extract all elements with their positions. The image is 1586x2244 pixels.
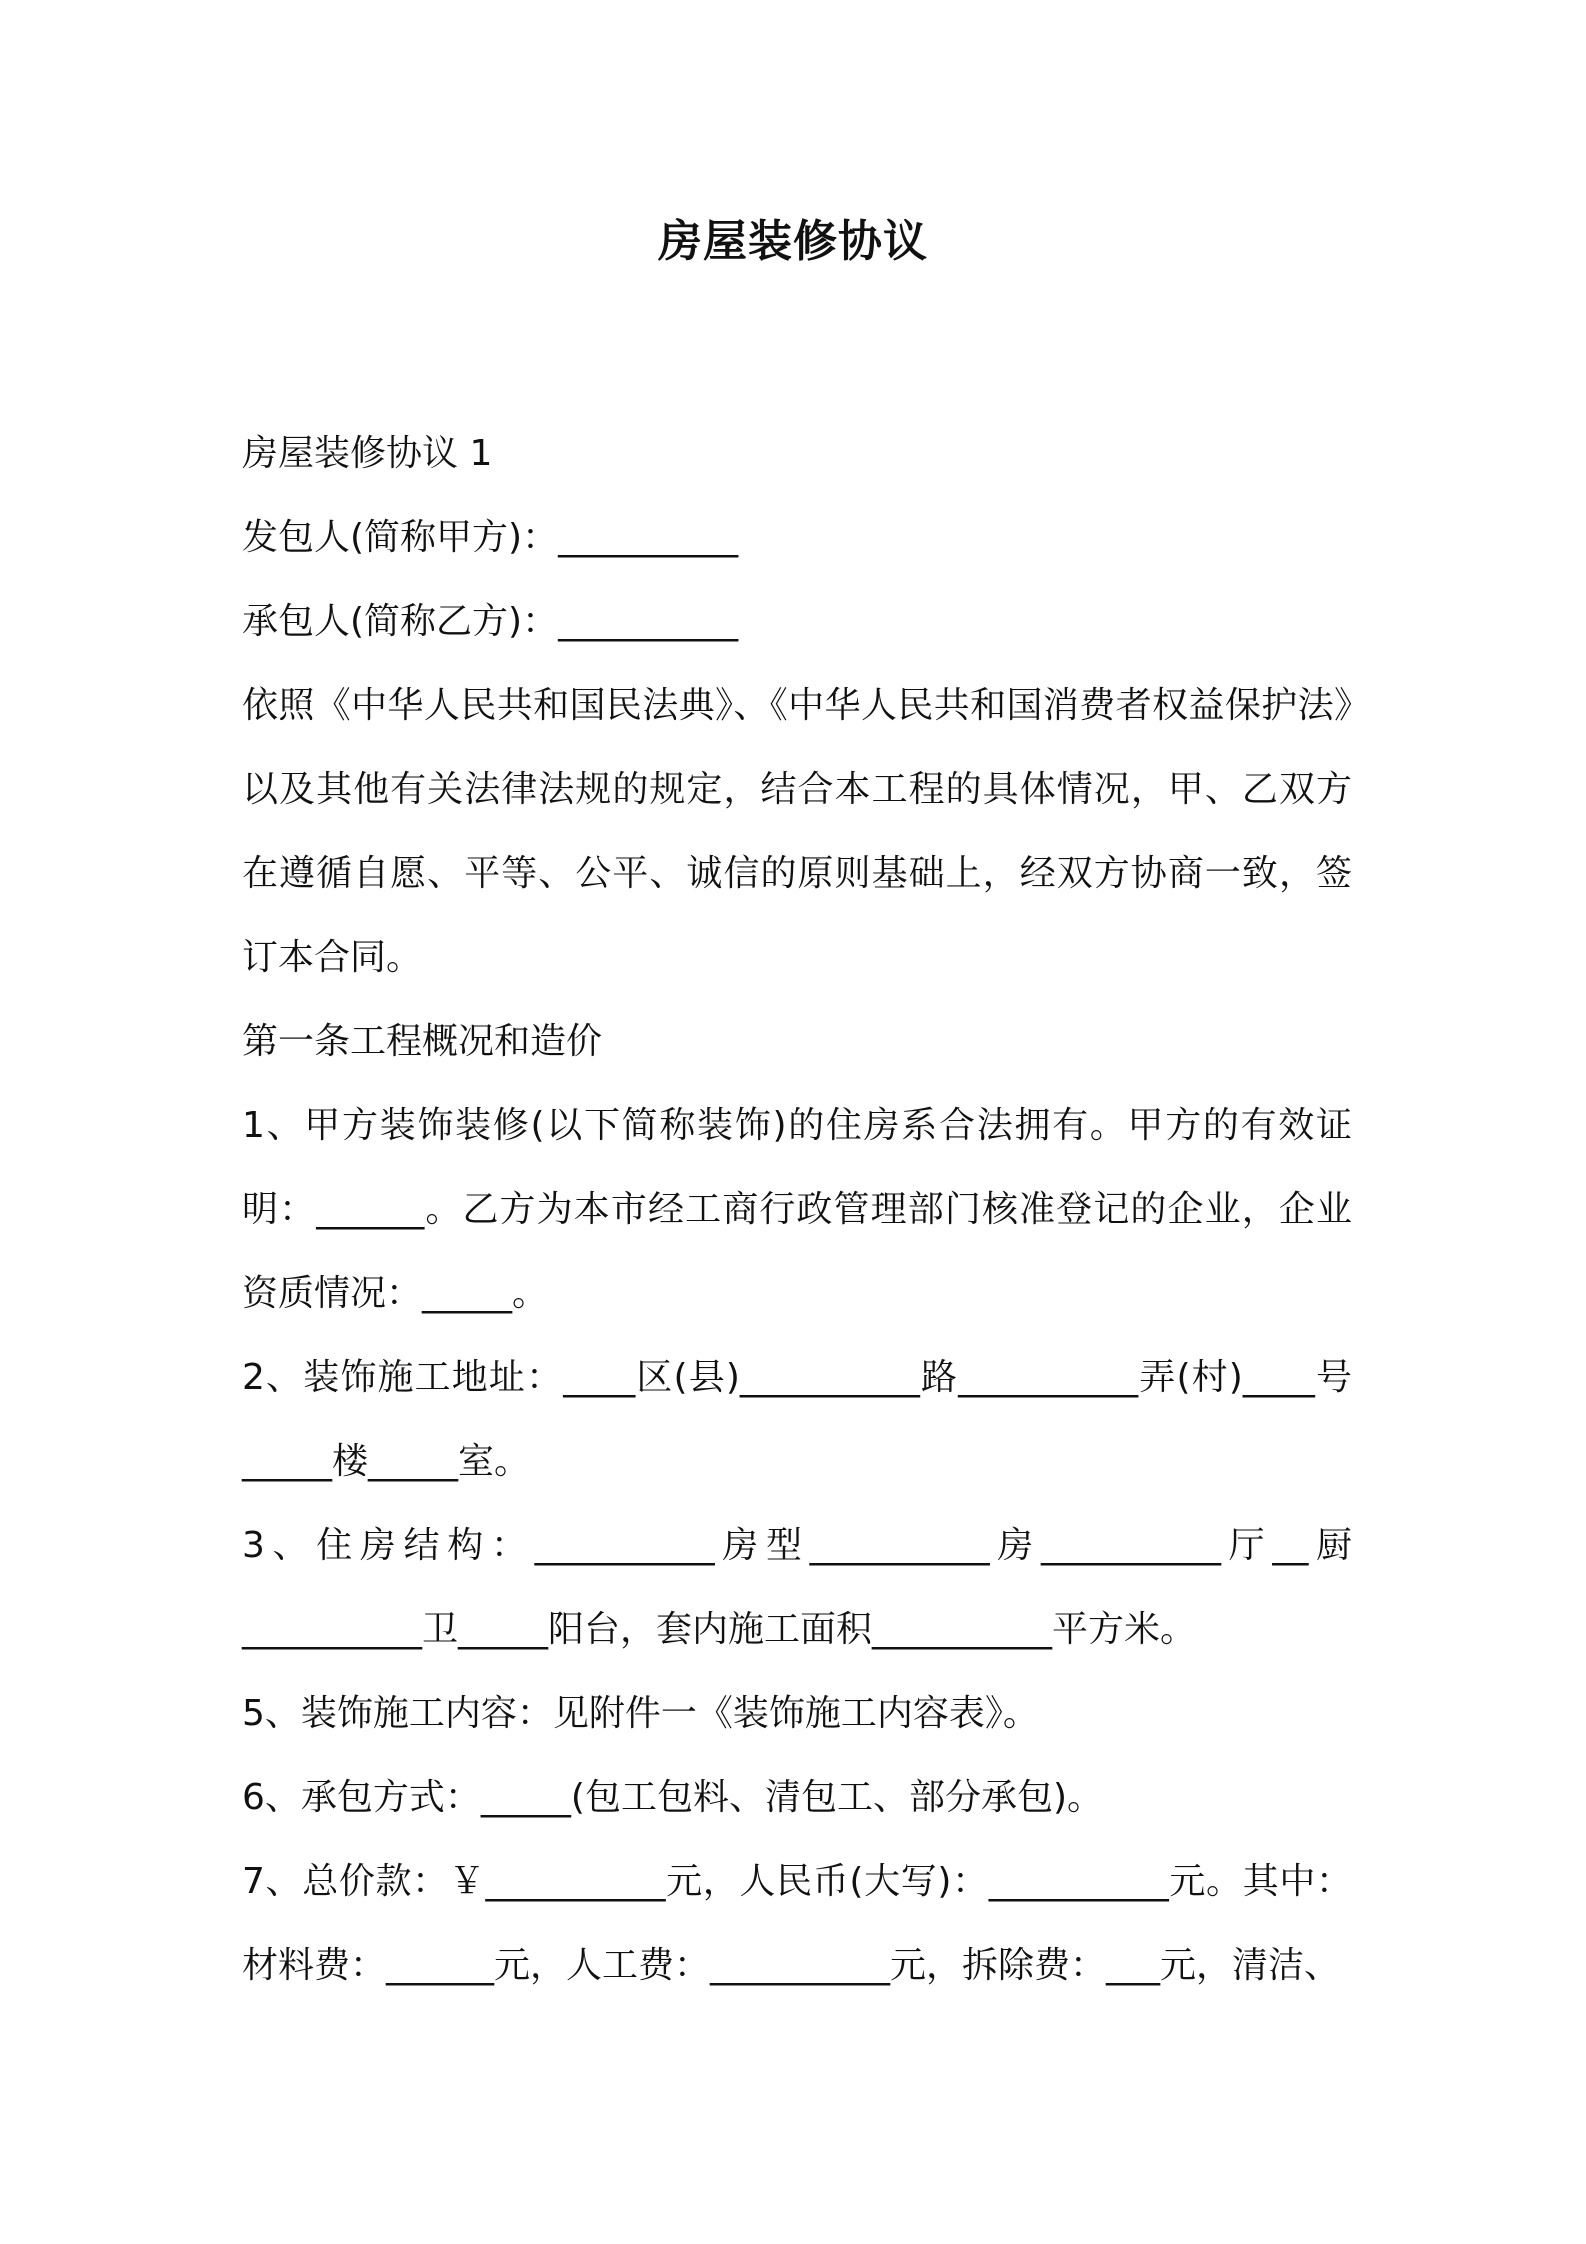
clause-2: 2、装饰施工地址：____区(县)__________路__________弄(村)____号_____楼_____室。 bbox=[242, 1357, 1352, 1482]
document-body bbox=[242, 412, 1352, 2008]
clause-7: 7、总价款：￥__________元，人民币(大写)：__________元。其中：材料费：______元，人工费：__________元，拆除费：___元，清洁、 bbox=[242, 1861, 1352, 1986]
party-b-line: 承包人(简称乙方)：__________ bbox=[242, 601, 739, 642]
clause-6: 6、承包方式：_____(包工包料、清包工、部分承包)。 bbox=[242, 1777, 1103, 1818]
document-title: 房屋装修协议 bbox=[658, 216, 928, 267]
preamble-paragraph: 依照《中华人民共和国民法典》、《中华人民共和国消费者权益保护法》以及其他有关法律法规的规定，结合本工程的具体情况，甲、乙双方在遵循自愿、平等、公平、诚信的原则基础上，经双方协商一致，签订本合同。 bbox=[242, 685, 1352, 978]
section-heading: 房屋装修协议 1 bbox=[242, 433, 493, 474]
party-a-line: 发包人(简称甲方)：__________ bbox=[242, 517, 739, 558]
clause-5: 5、装饰施工内容：见附件一《装饰施工内容表》。 bbox=[242, 1693, 1039, 1734]
article-one-heading: 第一条工程概况和造价 bbox=[242, 1021, 603, 1062]
clause-1: 1、甲方装饰装修(以下简称装饰)的住房系合法拥有。甲方的有效证明：______。乙方为本市经工商行政管理部门核准登记的企业，企业资质情况：_____。 bbox=[242, 1105, 1352, 1314]
clause-3: 3、住房结构：__________房型__________房__________厅__厨__________卫_____阳台，套内施工面积__________平方米。 bbox=[242, 1525, 1352, 1650]
